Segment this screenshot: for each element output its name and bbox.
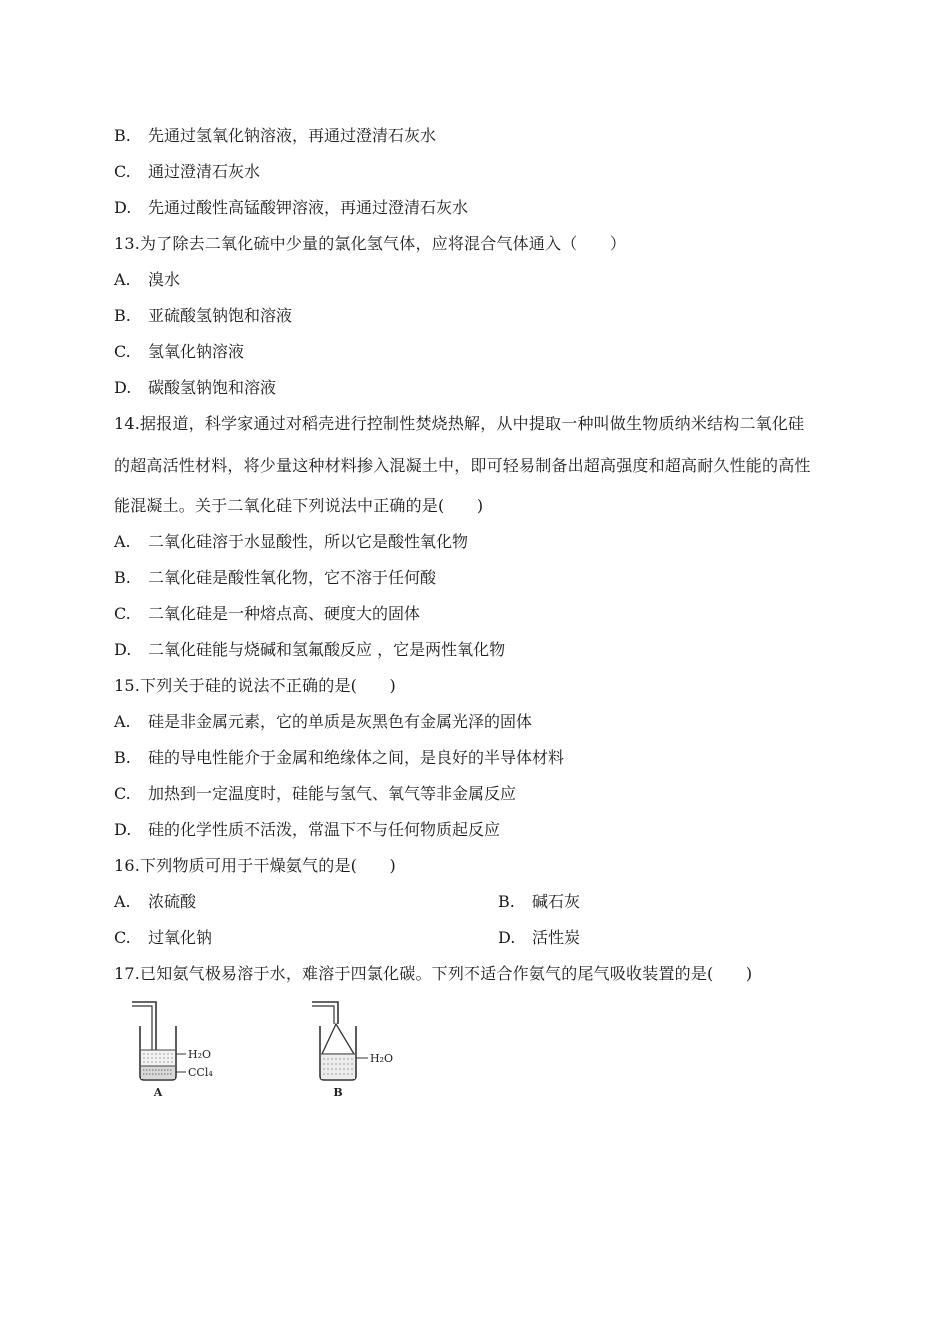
apparatus-b-tube-inner (312, 1006, 334, 1024)
q16-stem: 16.下列物质可用于干燥氨气的是( ) (114, 856, 396, 875)
option-text: 碱石灰 (532, 892, 581, 911)
q15-option-c (114, 784, 516, 804)
option-text: 亚硫酸氢钠饱和溶液 (148, 306, 293, 325)
q16-option-b (498, 892, 580, 912)
q15-option-a (114, 712, 532, 732)
option-text: 硅的导电性能介于金属和绝缘体之间，是良好的半导体材料 (148, 748, 565, 767)
option-text: 浓硫酸 (148, 892, 197, 911)
option-text: 碳酸氢钠饱和溶液 (148, 378, 277, 397)
apparatus-b-caption: B (333, 1086, 343, 1099)
option-letter: D. (114, 198, 132, 217)
q14-stem-line1: 14.据报道，科学家通过对稻壳进行控制性焚烧热解，从中提取一种叫做生物质纳米结构二氧化硅 (114, 414, 805, 433)
option-letter: B. (114, 748, 131, 767)
option-letter: C. (114, 928, 131, 947)
apparatus-a (132, 1002, 213, 1099)
option-text: 过氧化钠 (148, 928, 213, 947)
option-text: 二氧化硅是一种熔点高、硬度大的固体 (148, 604, 421, 623)
apparatus-b-h2o-label: H₂O (370, 1052, 394, 1065)
q12-option-b (114, 126, 436, 146)
option-letter: C. (114, 342, 131, 361)
option-letter: B. (498, 892, 515, 911)
option-text: 溴水 (148, 270, 181, 289)
option-letter: B. (114, 306, 131, 325)
q15-option-d (114, 820, 500, 840)
option-text: 活性炭 (532, 928, 581, 947)
q16-option-d (498, 928, 580, 948)
q12-option-d (114, 198, 468, 218)
option-text: 先通过氢氧化钠溶液，再通过澄清石灰水 (148, 126, 437, 145)
apparatus-a-caption: A (153, 1086, 163, 1099)
apparatus-a-ccl4-layer (141, 1066, 175, 1079)
apparatus-a-h2o-label: H₂O (188, 1048, 212, 1061)
option-text: 氢氧化钠溶液 (148, 342, 245, 361)
option-letter: D. (114, 820, 132, 839)
option-letter: A. (114, 892, 131, 911)
q13-option-b (114, 306, 292, 326)
option-text: 二氧化硅溶于水显酸性，所以它是酸性氧化物 (148, 532, 469, 551)
option-letter: C. (114, 784, 131, 803)
option-text: 通过澄清石灰水 (148, 162, 261, 181)
q14-stem-line3: 能混凝土。关于二氧化硅下列说法中正确的是( ) (114, 496, 484, 515)
apparatus-b (312, 1002, 393, 1099)
q17-stem: 17.已知氨气极易溶于水，难溶于四氯化碳。下列不适合作氨气的尾气吸收装置的是( ) (114, 964, 753, 983)
q15-stem: 15.下列关于硅的说法不正确的是( ) (114, 676, 396, 695)
option-text: 硅的化学性质不活泼，常温下不与任何物质起反应 (148, 820, 501, 839)
option-text: 硅是非金属元素，它的单质是灰黑色有金属光泽的固体 (148, 712, 533, 731)
q16-option-a (114, 892, 196, 912)
option-letter: A. (114, 532, 131, 551)
option-letter: D. (114, 640, 132, 659)
q15-option-b (114, 748, 564, 768)
option-text: 加热到一定温度时，硅能与氢气、氧气等非金属反应 (148, 784, 517, 803)
option-letter: D. (498, 928, 516, 947)
option-letter: C. (114, 604, 131, 623)
q13-option-a (114, 270, 180, 290)
option-text: 二氧化硅能与烧碱和氢氟酸反应 ，它是两性氧化物 (148, 640, 506, 659)
q13-option-d (114, 378, 276, 398)
apparatus-a-water-layer (141, 1050, 175, 1066)
q14-option-c (114, 604, 420, 624)
q13-option-c (114, 342, 244, 362)
q14-option-b (114, 568, 436, 588)
apparatus-b-water (321, 1054, 355, 1079)
q14-option-a (114, 532, 468, 552)
q17-apparatus-figure (130, 996, 410, 1106)
option-letter: A. (114, 270, 131, 289)
q14-stem-line2: 的超高活性材料，将少量这种材料掺入混凝土中，即可轻易制备出超高强度和超高耐久性能的高性 (114, 456, 811, 475)
q13-stem: 13.为了除去二氧化硫中少量的氯化氢气体，应将混合气体通入（ ） (114, 234, 627, 253)
option-letter: B. (114, 568, 131, 587)
apparatus-a-ccl4-label: CCl₄ (188, 1066, 213, 1079)
q16-option-c (114, 928, 212, 948)
option-text: 二氧化硅是酸性氧化物，它不溶于任何酸 (148, 568, 437, 587)
option-letter: D. (114, 378, 132, 397)
q14-option-d (114, 640, 505, 660)
q12-option-c (114, 162, 260, 182)
option-letter: A. (114, 712, 131, 731)
option-text: 先通过酸性高锰酸钾溶液，再通过澄清石灰水 (148, 198, 469, 217)
apparatus-b-funnel (322, 1024, 354, 1054)
option-letter: C. (114, 162, 131, 181)
option-letter: B. (114, 126, 131, 145)
